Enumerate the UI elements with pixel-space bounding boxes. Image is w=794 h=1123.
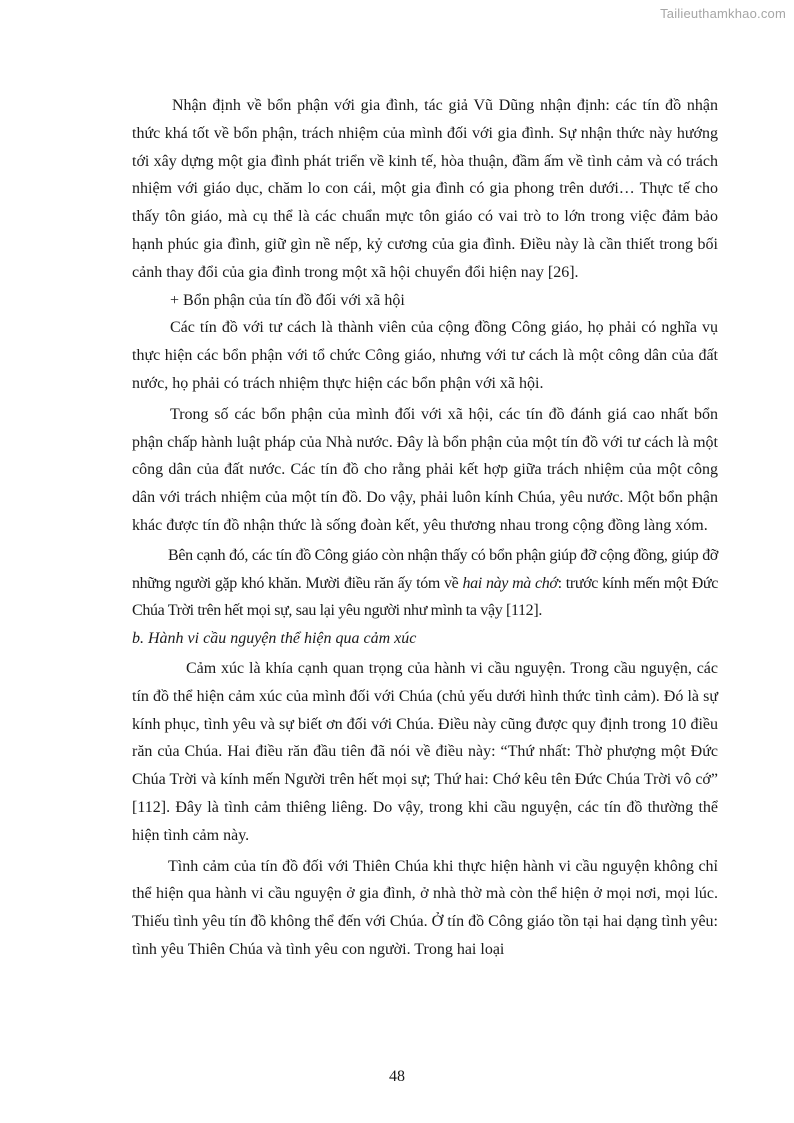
paragraph-community-help-tail: : trước kính mến một Đức Chúa Trời trên hết mọi sự, sau lại yêu người như mình ta vậy [112]. (132, 574, 719, 620)
section-heading-b: b. Hành vi cầu nguyện thể hiện qua cảm xúc (132, 630, 417, 648)
paragraph-citizen-role: Các tín đồ với tư cách là thành viên của cộng đồng Công giáo, họ phải có nghĩa vụ thực hiện các bổn phận với tổ chức Công giáo, nhưng với tư cách là một công dân của đất nước, họ phải có trách nhiệm thực hiện các bổn phận với xã hội. (132, 319, 718, 392)
document-body (132, 92, 718, 964)
paragraph-community-help-text: Bên cạnh đó, các tín đồ Công giáo còn nhận thấy có bổn phận giúp đỡ cộng đồng, giúp đỡ những người gặp khó khăn. Mười điều răn ấy tóm về (132, 546, 718, 592)
paragraph-family-duty: Nhận định về bổn phận với gia đình, tác giả Vũ Dũng nhận định: các tín đồ nhận thức khá tốt về bổn phận, trách nhiệm của mình đối với gia đình. Sự nhận thức này hướng tới xây dựng một gia đình phát triển về kinh tế, hòa thuận, đầm ấm về tình cảm và có trách nhiệm với giáo dục, chăm lo con cái, một gia đình có gia phong trên dưới… Thực tế cho thấy tôn giáo, mà cụ thể là các chuẩn mực tôn giáo có vai trò to lớn trong việc đảm bảo hạnh phúc gia đình, giữ gìn nề nếp, kỷ cương của gia đình. Điều này là cần thiết trong bối cảnh thay đổi của gia đình trong một xã hội chuyển đổi hiện nay [26]. (132, 97, 718, 281)
paragraph-law-duty: Trong số các bổn phận của mình đối với xã hội, các tín đồ đánh giá cao nhất bổn phận chấp hành luật pháp của Nhà nước. Đây là bổn phận của một tín đồ với tư cách là một công dân của đất nước. Các tín đồ cho rằng phải kết hợp giữa trách nhiệm của một công dân với trách nhiệm của một tín đồ. Do vậy, phải luôn kính Chúa, yêu nước. Một bổn phận khác được tín đồ nhận thức là sống đoàn kết, yêu thương nhau trong cộng đồng làng xóm. (132, 405, 718, 534)
page-number: 48 (389, 1068, 405, 1085)
paragraph-community-help (132, 542, 718, 625)
paragraph-emotion: Cảm xúc là khía cạnh quan trọng của hành vi cầu nguyện. Trong cầu nguyện, các tín đồ thể hiện cảm xúc của mình đối với Chúa (chủ yếu dưới hình thức tình cảm). Đó là sự kính phục, tình yêu và sự biết ơn đối với Chúa. Điều này cũng được quy định trong 10 điều răn của Chúa. Hai điều răn đầu tiên đã nói về điều này: “Thứ nhất: Thờ phượng một Đức Chúa Trời và kính mến Người trên hết mọi sự; Thứ hai: Chớ kêu tên Đức Chúa Trời vô cớ” [112]. Đây là tình cảm thiêng liêng. Do vậy, trong khi cầu nguyện, các tín đồ thường thể hiện tình cảm này. (132, 659, 718, 844)
paragraph-love-of-god: Tình cảm của tín đồ đối với Thiên Chúa khi thực hiện hành vi cầu nguyện không chỉ thể hiện qua hành vi cầu nguyện ở gia đình, ở nhà thờ mà còn thể hiện ở mọi nơi, mọi lúc. Thiếu tình yêu tín đồ không thể đến với Chúa. Ở tín đồ Công giáo tồn tại hai dạng tình yêu: tình yêu Thiên Chúa và tình yêu con người. Trong hai loại (132, 857, 718, 958)
italic-phrase: hai này mà chớ (462, 574, 558, 592)
watermark: Tailieuthamkhao.com (660, 6, 786, 21)
bullet-society-duty: + Bổn phận của tín đồ đối với xã hội (170, 291, 405, 309)
